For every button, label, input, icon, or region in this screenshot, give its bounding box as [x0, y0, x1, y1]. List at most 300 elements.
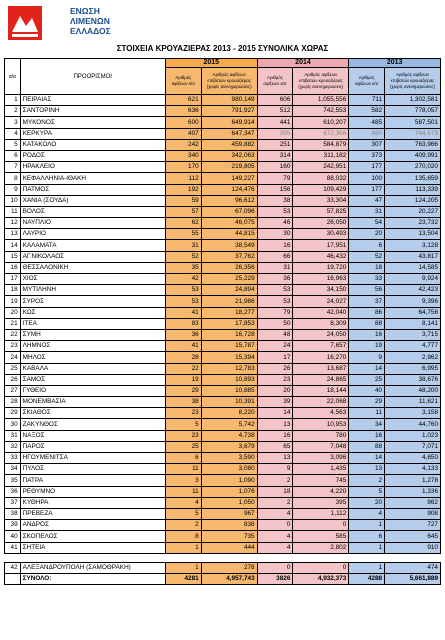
passengers-2015: 647,347 [201, 128, 257, 139]
table-row [5, 117, 441, 128]
arrivals-2014: 79 [257, 173, 293, 184]
passengers-2013: 124,205 [385, 195, 441, 206]
passengers-2014: 7,048 [293, 441, 349, 452]
arrivals-2015: 83 [165, 318, 201, 329]
passengers-2013: 135,659 [385, 173, 441, 184]
passengers-2014: 7,657 [293, 341, 349, 352]
passengers-2013: 778,057 [385, 106, 441, 117]
passengers-2014: 311,182 [293, 150, 349, 161]
passengers-2015: 342,063 [201, 150, 257, 161]
passengers-2014: 16,270 [293, 352, 349, 363]
passengers-2015: 37,762 [201, 251, 257, 262]
passengers-2014: 30,493 [293, 229, 349, 240]
row-index: 27 [5, 385, 21, 396]
arrivals-2015: 57 [165, 206, 201, 217]
arrivals-2013: 4288 [349, 573, 385, 584]
port-name: ΚΑΛΑΜΑΤΑ [20, 240, 165, 251]
arrivals-2014: 0 [257, 520, 293, 531]
passengers-2014: 24,865 [293, 374, 349, 385]
passengers-2015: 38,549 [201, 240, 257, 251]
arrivals-2015: 19 [165, 374, 201, 385]
passengers-2013: 908 [385, 508, 441, 519]
table-row [5, 341, 441, 352]
logo-line-2: ΛΙΜΕΝΩΝ [70, 16, 110, 26]
cruise-stats-table [4, 58, 441, 585]
arrivals-2015: 340 [165, 150, 201, 161]
arrivals-2013: 47 [349, 195, 385, 206]
arrivals-2013: 20 [349, 229, 385, 240]
arrivals-2014: 30 [257, 229, 293, 240]
row-index: 30 [5, 419, 21, 430]
port-name: ΜΟΝΕΜΒΑΣΙΑ [20, 397, 165, 408]
port-name: ΡΕΘΥΜΝΟ [20, 486, 165, 497]
arrivals-2013: 33 [349, 274, 385, 285]
port-name: ΣΚΙΑΘΟΣ [20, 408, 165, 419]
table-row [5, 274, 441, 285]
table-row [5, 508, 441, 519]
row-index: 7 [5, 162, 21, 173]
port-name: ΓΥΘΕΙΟ [20, 385, 165, 396]
table-row [5, 150, 441, 161]
arrivals-2015: 38 [165, 397, 201, 408]
passengers-2013: 4,133 [385, 464, 441, 475]
passengers-2015: 1,076 [201, 486, 257, 497]
arrivals-2015: 28 [165, 352, 201, 363]
table-row [5, 385, 441, 396]
arrivals-2013: 18 [349, 262, 385, 273]
arrivals-2013: 34 [349, 419, 385, 430]
spacer-cell [349, 553, 385, 562]
arrivals-2015: 2 [165, 520, 201, 531]
passengers-2015: 3,590 [201, 453, 257, 464]
row-index: 13 [5, 229, 21, 240]
port-name: ΑΓ.ΝΙΚΟΛΑΟΣ [20, 251, 165, 262]
arrivals-2015: 4 [165, 497, 201, 508]
port-name: ΑΝΔΡΟΣ [20, 520, 165, 531]
logo-line-3: ΕΛΛΑΔΟΣ [70, 26, 111, 36]
table-row [5, 251, 441, 262]
union-logo-icon [6, 4, 66, 42]
passengers-2013: 409,991 [385, 150, 441, 161]
port-name: ΚΕΡΚΥΡΑ [20, 128, 165, 139]
row-index: 25 [5, 363, 21, 374]
row-index: 35 [5, 475, 21, 486]
arrivals-2014: 66 [257, 251, 293, 262]
arrivals-2013: 100 [349, 173, 385, 184]
arrivals-2015: 3 [165, 475, 201, 486]
arrivals-2014: 53 [257, 296, 293, 307]
arrivals-2013: 485 [349, 117, 385, 128]
passengers-2015: 3,679 [201, 441, 257, 452]
passengers-2013: 3,128 [385, 240, 441, 251]
passengers-2014: 88,032 [293, 173, 349, 184]
header-year-2015: 2015 [165, 59, 257, 68]
arrivals-2013: 37 [349, 296, 385, 307]
arrivals-2015: 23 [165, 408, 201, 419]
arrivals-2014: 156 [257, 184, 293, 195]
passengers-2014: 24,050 [293, 329, 349, 340]
arrivals-2013: 373 [349, 150, 385, 161]
passengers-2014: 26,050 [293, 218, 349, 229]
table-row [5, 195, 441, 206]
table-row [5, 363, 441, 374]
arrivals-2014: 2 [257, 497, 293, 508]
passengers-2015: 444 [201, 542, 257, 553]
port-name: ΠΑΡΟΣ [20, 441, 165, 452]
arrivals-2013: 52 [349, 251, 385, 262]
passengers-2014: 0 [293, 520, 349, 531]
row-index: 18 [5, 285, 21, 296]
port-name: ΣΥΜΗ [20, 329, 165, 340]
table-row [5, 95, 441, 106]
table-row [5, 229, 441, 240]
passengers-2015: 149,227 [201, 173, 257, 184]
passengers-2014: 4,563 [293, 408, 349, 419]
arrivals-2014: 14 [257, 408, 293, 419]
port-name: ΣΑΜΟΣ [20, 374, 165, 385]
passengers-2014: 4,220 [293, 486, 349, 497]
arrivals-2013: 5 [349, 486, 385, 497]
arrivals-2015: 192 [165, 184, 201, 195]
passengers-2014: 46,432 [293, 251, 349, 262]
arrivals-2013: 31 [349, 206, 385, 217]
arrivals-2014: 24 [257, 341, 293, 352]
arrivals-2015: 112 [165, 173, 201, 184]
passengers-2014: 2,802 [293, 542, 349, 553]
arrivals-2014: 4 [257, 542, 293, 553]
port-name: ΧΑΝΙΑ (ΣΟΥΔΑ) [20, 195, 165, 206]
header-year-2014: 2014 [257, 59, 349, 68]
arrivals-2013: 1 [349, 542, 385, 553]
arrivals-2014: 0 [257, 562, 293, 573]
arrivals-2013: 9 [349, 352, 385, 363]
passengers-2015: 838 [201, 520, 257, 531]
passengers-2014: 109,429 [293, 184, 349, 195]
passengers-2013: 270,020 [385, 162, 441, 173]
passengers-2013: 8,141 [385, 318, 441, 329]
passengers-2013: 38,676 [385, 374, 441, 385]
arrivals-2013: 307 [349, 139, 385, 150]
passengers-2013: 474 [385, 562, 441, 573]
row-index: 37 [5, 497, 21, 508]
row-index: 10 [5, 195, 21, 206]
arrivals-2013: 13 [349, 464, 385, 475]
port-name: ΙΤΕΑ [20, 318, 165, 329]
arrivals-2015: 170 [165, 162, 201, 173]
row-index: 3 [5, 117, 21, 128]
port-name: ΠΑΤΡΑ [20, 475, 165, 486]
row-index: 23 [5, 341, 21, 352]
passengers-2013: 113,339 [385, 184, 441, 195]
table-row [5, 464, 441, 475]
passengers-2013: 9,396 [385, 296, 441, 307]
passengers-2013: 910 [385, 542, 441, 553]
arrivals-2013: 14 [349, 363, 385, 374]
row-index: 39 [5, 520, 21, 531]
arrivals-2013: 25 [349, 374, 385, 385]
arrivals-2014: 16 [257, 240, 293, 251]
passengers-2015: 5,742 [201, 419, 257, 430]
passengers-2015: 16,728 [201, 329, 257, 340]
passengers-2015: 1,050 [201, 497, 257, 508]
arrivals-2015: 242 [165, 139, 201, 150]
port-name: ΧΙΟΣ [20, 274, 165, 285]
passengers-2013: 42,423 [385, 285, 441, 296]
arrivals-2014: 23 [257, 374, 293, 385]
spacer-cell [165, 553, 201, 562]
passengers-2014: 8,309 [293, 318, 349, 329]
arrivals-2014: 16 [257, 430, 293, 441]
table-row [5, 106, 441, 117]
header-aa: α/α [5, 59, 21, 95]
row-index: 21 [5, 318, 21, 329]
passengers-2013: 4,650 [385, 453, 441, 464]
row-index: 4 [5, 128, 21, 139]
row-index: 31 [5, 430, 21, 441]
passengers-2014: 19,720 [293, 262, 349, 273]
arrivals-2013: 11 [349, 408, 385, 419]
arrivals-2015: 35 [165, 262, 201, 273]
arrivals-2015: 6 [165, 453, 201, 464]
passengers-2013: 4,777 [385, 341, 441, 352]
arrivals-2013: 711 [349, 95, 385, 106]
spacer-cell [201, 553, 257, 562]
passengers-2014: 57,825 [293, 206, 349, 217]
passengers-2015: 967 [201, 508, 257, 519]
row-index: 22 [5, 329, 21, 340]
table-row [5, 374, 441, 385]
arrivals-2013: 88 [349, 441, 385, 452]
spacer-cell [385, 553, 441, 562]
header-passengers-2014: Αριθμός αφίξεων επιβατών κρουαζιέρας (χωρίς ανενημερώσεις) [293, 68, 349, 95]
passengers-2014: 584,879 [293, 139, 349, 150]
passengers-2013: 862 [385, 497, 441, 508]
arrivals-2015: 5 [165, 419, 201, 430]
arrivals-2013: 1 [349, 520, 385, 531]
arrivals-2015: 55 [165, 229, 201, 240]
passengers-2014: 1,435 [293, 464, 349, 475]
passengers-2013: 1,278 [385, 475, 441, 486]
table-row [5, 162, 441, 173]
passengers-2015: 17,853 [201, 318, 257, 329]
passengers-2013: 3,158 [385, 408, 441, 419]
port-name: ΗΓΟΥΜΕΝΙΤΣΑ [20, 453, 165, 464]
arrivals-2013: 29 [349, 397, 385, 408]
header-years-row [5, 59, 441, 68]
passengers-2015: 8,220 [201, 408, 257, 419]
arrivals-2014: 53 [257, 206, 293, 217]
passengers-2014: 395 [293, 497, 349, 508]
passengers-2013: 5,661,889 [385, 573, 441, 584]
arrivals-2013: 177 [349, 184, 385, 195]
arrivals-2013: 177 [349, 162, 385, 173]
passengers-2014: 33,304 [293, 195, 349, 206]
passengers-2013: 727 [385, 520, 441, 531]
arrivals-2014: 441 [257, 117, 293, 128]
passengers-2015: 26,356 [201, 262, 257, 273]
passengers-2013: 744,673 [385, 128, 441, 139]
logo-line-1: ΕΝΩΣΗ [70, 6, 100, 16]
passengers-2014: 745 [293, 475, 349, 486]
arrivals-2015: 23 [165, 430, 201, 441]
passengers-2015: 10,391 [201, 397, 257, 408]
port-name: ΣΥΡΟΣ [20, 296, 165, 307]
arrivals-2013: 6 [349, 531, 385, 542]
port-name: ΜΥΤΙΛΗΝΗ [20, 285, 165, 296]
port-name: ΚΥΘΗΡΑ [20, 497, 165, 508]
arrivals-2013: 16 [349, 430, 385, 441]
passengers-2013: 44,760 [385, 419, 441, 430]
passengers-2014: 16,963 [293, 274, 349, 285]
passengers-2014: 3,096 [293, 453, 349, 464]
row-index: 24 [5, 352, 21, 363]
arrivals-2013: 56 [349, 285, 385, 296]
port-name: ΚΕΦΑΛΛΗΝΙΑ-ΙΘΑΚΗ [20, 173, 165, 184]
arrivals-2015: 22 [165, 363, 201, 374]
arrivals-2015: 52 [165, 251, 201, 262]
header-passengers-2013: Αριθμός αφίξεων επιβατών κρουαζιέρας (χωρίς ανενημερώσεις) [385, 68, 441, 95]
arrivals-2014: 606 [257, 95, 293, 106]
passengers-2015: 24,894 [201, 285, 257, 296]
arrivals-2013: 1 [349, 562, 385, 573]
arrivals-2014: 36 [257, 274, 293, 285]
row-index: 17 [5, 274, 21, 285]
table-row [5, 296, 441, 307]
passengers-2013: 1,302,581 [385, 95, 441, 106]
arrivals-2013: 6 [349, 240, 385, 251]
arrivals-2015: 29 [165, 385, 201, 396]
arrivals-2013: 14 [349, 453, 385, 464]
table-row-extra [5, 562, 441, 573]
arrivals-2014: 79 [257, 307, 293, 318]
passengers-2014: 0 [293, 562, 349, 573]
passengers-2015: 791,927 [201, 106, 257, 117]
arrivals-2014: 48 [257, 329, 293, 340]
arrivals-2015: 41 [165, 341, 201, 352]
arrivals-2015: 1 [165, 542, 201, 553]
arrivals-2014: 3826 [257, 573, 293, 584]
passengers-2013: 64,756 [385, 307, 441, 318]
table-row [5, 262, 441, 273]
passengers-2013: 3,715 [385, 329, 441, 340]
arrivals-2015: 4281 [165, 573, 201, 584]
arrivals-2014: 13 [257, 419, 293, 430]
port-name: ΜΗΛΟΣ [20, 352, 165, 363]
passengers-2015: 980,149 [201, 95, 257, 106]
passengers-2015: 12,783 [201, 363, 257, 374]
arrivals-2013: 20 [349, 497, 385, 508]
port-name: ΖΑΚΥΝΘΟΣ [20, 419, 165, 430]
passengers-2014: 610,207 [293, 117, 349, 128]
arrivals-2013: 19 [349, 341, 385, 352]
spacer-cell [257, 553, 293, 562]
port-name: ΒΟΛΟΣ [20, 206, 165, 217]
table-row [5, 184, 441, 195]
passengers-2015: 15,787 [201, 341, 257, 352]
row-index: 9 [5, 184, 21, 195]
passengers-2013: 1,023 [385, 430, 441, 441]
passengers-2015: 4,738 [201, 430, 257, 441]
arrivals-2014: 39 [257, 397, 293, 408]
passengers-2015: 44,815 [201, 229, 257, 240]
row-index: 42 [5, 562, 21, 573]
port-name: ΣΥΝΟΛΟ: [20, 573, 165, 584]
passengers-2013: 763,966 [385, 139, 441, 150]
arrivals-2014: 46 [257, 218, 293, 229]
row-index: 34 [5, 464, 21, 475]
row-index: 15 [5, 251, 21, 262]
table-row [5, 542, 441, 553]
row-index: 2 [5, 106, 21, 117]
arrivals-2013: 40 [349, 385, 385, 396]
table-row [5, 218, 441, 229]
port-name: ΗΡΑΚΛΕΙΟ [20, 162, 165, 173]
arrivals-2015: 53 [165, 296, 201, 307]
row-index: 29 [5, 408, 21, 419]
spacer-cell [293, 553, 349, 562]
arrivals-2014: 395 [257, 128, 293, 139]
arrivals-2014: 26 [257, 363, 293, 374]
arrivals-2014: 512 [257, 106, 293, 117]
table-row-total [5, 573, 441, 584]
arrivals-2015: 407 [165, 128, 201, 139]
passengers-2015: 459,882 [201, 139, 257, 150]
row-index: 1 [5, 95, 21, 106]
passengers-2014: 10,953 [293, 419, 349, 430]
table-row [5, 531, 441, 542]
spacer-cell [20, 553, 165, 562]
passengers-2014: 18,144 [293, 385, 349, 396]
header-passengers-2015: Αριθμός αφίξεων επιβατών κρουαζιέρας (χωρίς ανενημερώσεις) [201, 68, 257, 95]
arrivals-2014: 314 [257, 150, 293, 161]
arrivals-2014: 31 [257, 262, 293, 273]
passengers-2015: 10,893 [201, 374, 257, 385]
table-row [5, 475, 441, 486]
passengers-2013: 13,504 [385, 229, 441, 240]
passengers-2013: 645 [385, 531, 441, 542]
arrivals-2015: 11 [165, 486, 201, 497]
passengers-2015: 124,476 [201, 184, 257, 195]
passengers-2015: 15,394 [201, 352, 257, 363]
logo-text [70, 6, 111, 36]
row-index: 6 [5, 150, 21, 161]
passengers-2013: 23,732 [385, 218, 441, 229]
arrivals-2014: 9 [257, 464, 293, 475]
table-row [5, 352, 441, 363]
table-row [5, 497, 441, 508]
port-name: ΣΑΝΤΟΡΙΝΗ [20, 106, 165, 117]
arrivals-2013: 582 [349, 106, 385, 117]
table-row [5, 285, 441, 296]
row-index: 20 [5, 307, 21, 318]
port-name: ΠΡΕΒΕΖΑ [20, 508, 165, 519]
table-row [5, 453, 441, 464]
port-name: ΚΩΣ [20, 307, 165, 318]
passengers-2013: 11,621 [385, 397, 441, 408]
passengers-2015: 219,805 [201, 162, 257, 173]
passengers-2014: 242,951 [293, 162, 349, 173]
arrivals-2015: 59 [165, 195, 201, 206]
row-index: 26 [5, 374, 21, 385]
passengers-2014: 34,150 [293, 285, 349, 296]
row-index: 11 [5, 206, 21, 217]
passengers-2013: 587,501 [385, 117, 441, 128]
table-row [5, 430, 441, 441]
arrivals-2015: 8 [165, 531, 201, 542]
passengers-2015: 1,090 [201, 475, 257, 486]
table-body [5, 95, 441, 585]
arrivals-2015: 41 [165, 307, 201, 318]
